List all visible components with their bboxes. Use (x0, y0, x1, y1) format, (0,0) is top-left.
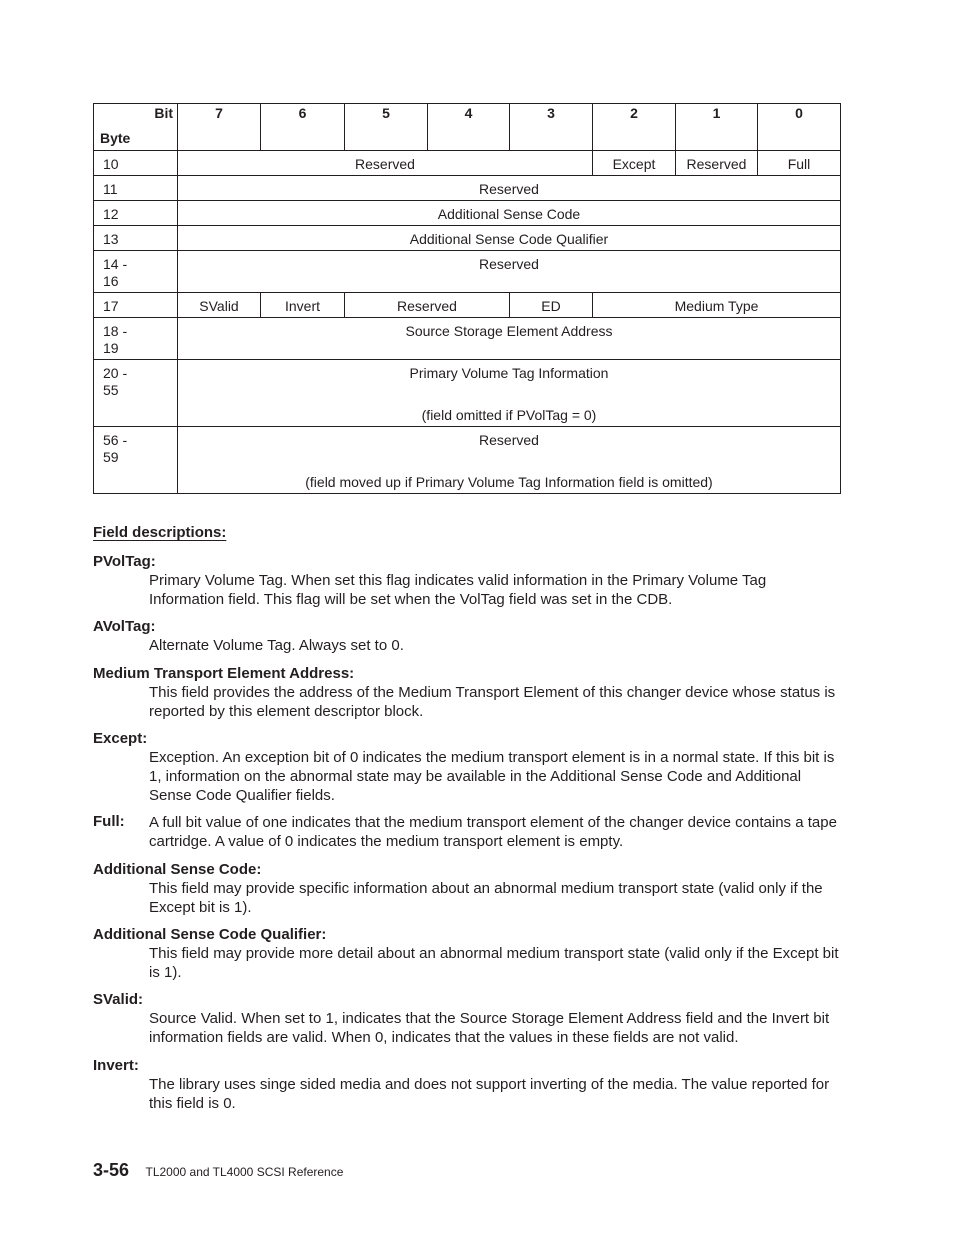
field-desc: Alternate Volume Tag. Always set to 0. (149, 637, 404, 654)
byte-range-end: 55 (103, 382, 119, 398)
table-row (94, 251, 841, 293)
bit-2-header: 2 (593, 104, 676, 151)
full-cell: Full (758, 151, 841, 176)
field-note: (field moved up if Primary Volume Tag Information field is omitted) (305, 474, 713, 490)
bit-5-header: 5 (345, 104, 428, 151)
svalid-cell: SValid (178, 293, 261, 318)
page-number: 3-56 (93, 1160, 130, 1180)
field-cell: Additional Sense Code Qualifier (178, 226, 841, 251)
table-header-row (94, 104, 841, 151)
field-desc: Source Valid. When set to 1, indicates that the Source Storage Element Address field and the Invert bit information fields are valid. When 0, indicates that the values in these fields are not valid. (149, 1010, 830, 1046)
field-note: (field omitted if PVolTag = 0) (421, 407, 597, 423)
reserved-cell: Reserved (345, 293, 510, 318)
byte-label: Byte (100, 130, 131, 146)
bit-3-header: 3 (510, 104, 593, 151)
table-row (94, 151, 841, 176)
table-row (94, 226, 841, 251)
byte-range-start: 18 - (103, 323, 128, 339)
field-pvoltag (93, 553, 843, 609)
field-label: Reserved (479, 432, 539, 448)
table-row (94, 201, 841, 226)
field-desc: Primary Volume Tag. When set this flag indicates valid information in the Primary Volume Tag Information field. This flag will be set when the VolTag field was set in the CDB. (149, 572, 767, 608)
field-avoltag (93, 618, 843, 655)
bit-7-header: 7 (178, 104, 261, 151)
footer-title: TL2000 and TL4000 SCSI Reference (145, 1165, 344, 1179)
byte-cell (94, 318, 178, 360)
field-desc: The library uses singe sided media and does not support inverting of the media. The value reported for this field is 0. (149, 1076, 830, 1112)
byte-cell: 12 (94, 201, 178, 226)
field-svalid (93, 991, 843, 1047)
field-term: Additional Sense Code Qualifier: (93, 926, 327, 943)
field-asc (93, 861, 843, 917)
table-row (94, 293, 841, 318)
byte-range-start: 14 - (103, 256, 128, 272)
field-term: Additional Sense Code: (93, 861, 262, 878)
medium-type-cell: Medium Type (593, 293, 841, 318)
field-desc: This field provides the address of the Medium Transport Element of this changer device whose status is reported by this element descriptor block. (149, 684, 836, 720)
field-descriptions-title (93, 524, 843, 541)
field-desc: Exception. An exception bit of 0 indicates the medium transport element is in a normal state. If this bit is 1, information on the abnormal state may be available in the Additional Sense Code and Additional Sense Code Qualifier fields. (149, 749, 835, 804)
byte-cell: 17 (94, 293, 178, 318)
field-term: Full: (93, 813, 125, 830)
field-mtea (93, 665, 843, 721)
bit-0-header: 0 (758, 104, 841, 151)
field-full (93, 813, 843, 851)
byte-cell (94, 251, 178, 293)
field-cell: Reserved (178, 176, 841, 201)
byte-cell (94, 427, 178, 494)
byte-range-start: 20 - (103, 365, 128, 381)
bit-1-header: 1 (676, 104, 758, 151)
field-desc: This field may provide more detail about an abnormal medium transport state (valid only if the Except bit is 1). (149, 945, 839, 981)
reserved-cell: Reserved (676, 151, 758, 176)
field-term: PVolTag: (93, 553, 156, 570)
except-cell: Except (593, 151, 676, 176)
field-cell (178, 360, 841, 427)
field-label: Primary Volume Tag Information (409, 365, 609, 381)
page-footer (93, 1160, 343, 1181)
bit-4-header: 4 (428, 104, 510, 151)
byte-cell (94, 360, 178, 427)
field-cell: Source Storage Element Address (178, 318, 841, 360)
element-descriptor-table (93, 103, 841, 494)
field-term: Except: (93, 730, 148, 747)
section-heading: Field descriptions: (93, 524, 227, 541)
byte-cell: 10 (94, 151, 178, 176)
reserved-cell: Reserved (178, 151, 593, 176)
bit-6-header: 6 (261, 104, 345, 151)
table-row (94, 427, 841, 494)
field-term: AVolTag: (93, 618, 156, 635)
table-row (94, 176, 841, 201)
byte-range-end: 19 (103, 340, 119, 356)
field-invert (93, 1057, 843, 1113)
table-row (94, 318, 841, 360)
table-row (94, 360, 841, 427)
field-term: Invert: (93, 1057, 139, 1074)
field-cell (178, 427, 841, 494)
ed-cell: ED (510, 293, 593, 318)
field-term: SValid: (93, 991, 144, 1008)
field-term: Medium Transport Element Address: (93, 665, 355, 682)
byte-range-end: 16 (103, 273, 119, 289)
bit-byte-corner (94, 104, 178, 151)
byte-range-start: 56 - (103, 432, 128, 448)
byte-range-end: 59 (103, 449, 119, 465)
field-except (93, 730, 843, 805)
bit-label: Bit (154, 105, 173, 121)
field-desc: This field may provide specific information about an abnormal medium transport state (valid only if the Except bit is 1). (149, 880, 823, 916)
field-ascq (93, 926, 843, 982)
field-cell: Reserved (178, 251, 841, 293)
byte-cell: 13 (94, 226, 178, 251)
field-desc: A full bit value of one indicates that the medium transport element of the changer device contains a tape cartridge. A value of 0 indicates the medium transport element is empty. (149, 814, 837, 850)
byte-cell: 11 (94, 176, 178, 201)
invert-cell: Invert (261, 293, 345, 318)
field-cell: Additional Sense Code (178, 201, 841, 226)
